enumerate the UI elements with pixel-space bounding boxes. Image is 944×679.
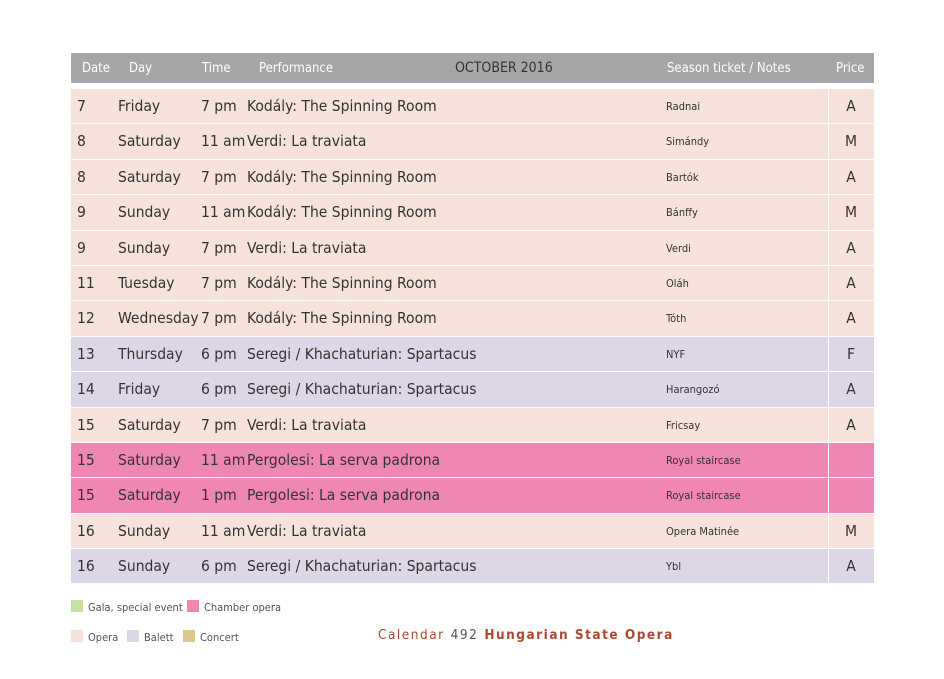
header-price: Price bbox=[836, 61, 865, 76]
cell-date: 15 bbox=[77, 486, 95, 505]
cell-day: Tuesday bbox=[118, 273, 175, 292]
table-row bbox=[71, 514, 874, 549]
cell-price: A bbox=[846, 415, 856, 434]
legend-chamber bbox=[187, 600, 281, 614]
cell-date: 16 bbox=[77, 521, 95, 540]
cell-performance: Verdi: La traviata bbox=[247, 521, 367, 540]
cell-note: Royal staircase bbox=[666, 453, 741, 467]
legend-concert-label: Concert bbox=[200, 631, 239, 644]
table-row bbox=[71, 160, 874, 195]
cell-note: Bánffy bbox=[666, 206, 698, 220]
cell-performance: Kodály: The Spinning Room bbox=[247, 97, 437, 115]
cell-performance: Seregi / Khachaturian: Spartacus bbox=[247, 557, 477, 576]
cell-note: Radnai bbox=[666, 100, 701, 113]
cell-time: 11 am bbox=[201, 521, 246, 540]
cell-price: M bbox=[844, 203, 858, 222]
header-month: OCTOBER 2016 bbox=[455, 60, 553, 76]
table-row bbox=[71, 478, 874, 513]
cell-day: Saturday bbox=[118, 132, 181, 151]
cell-date: 15 bbox=[77, 450, 95, 469]
cell-time: 7 pm bbox=[201, 97, 237, 115]
cell-day: Friday bbox=[118, 380, 161, 399]
legend-ballet-label: Balett bbox=[144, 631, 174, 644]
table-row bbox=[71, 266, 874, 301]
gala-swatch bbox=[71, 600, 83, 612]
footer-publisher: Hungarian State Opera bbox=[484, 627, 674, 643]
legend-concert bbox=[183, 630, 239, 644]
cell-time: 1 pm bbox=[201, 486, 237, 505]
cell-note: Ybl bbox=[666, 560, 682, 574]
table-row bbox=[71, 89, 874, 124]
cell-date: 7 bbox=[77, 97, 86, 115]
table-row bbox=[71, 408, 874, 443]
cell-day: Friday bbox=[118, 97, 161, 115]
cell-date: 12 bbox=[77, 309, 95, 328]
cell-performance: Verdi: La traviata bbox=[247, 132, 367, 151]
page-number: 492 bbox=[450, 627, 479, 643]
cell-day: Saturday bbox=[118, 486, 181, 505]
cell-day: Sunday bbox=[118, 521, 171, 540]
cell-date: 13 bbox=[77, 344, 95, 363]
cell-day: Saturday bbox=[118, 167, 181, 186]
legend-opera-label: Opera bbox=[88, 631, 119, 644]
opera-swatch bbox=[71, 630, 83, 642]
cell-performance: Seregi / Khachaturian: Spartacus bbox=[247, 380, 477, 399]
cell-date: 9 bbox=[77, 203, 86, 222]
cell-price: A bbox=[846, 97, 856, 115]
table-row bbox=[71, 124, 874, 159]
cell-time: 7 pm bbox=[201, 309, 237, 328]
cell-price: M bbox=[844, 521, 858, 540]
cell-price: A bbox=[846, 557, 856, 576]
cell-date: 15 bbox=[77, 415, 95, 434]
cell-time: 11 am bbox=[201, 132, 246, 151]
cell-performance: Verdi: La traviata bbox=[247, 415, 367, 434]
table-row bbox=[71, 337, 874, 372]
cell-day: Saturday bbox=[118, 450, 181, 469]
cell-date: 14 bbox=[77, 380, 95, 399]
cell-note: NYF bbox=[666, 347, 686, 361]
cell-price: A bbox=[846, 167, 856, 186]
table-row bbox=[71, 443, 874, 478]
cell-time: 7 pm bbox=[201, 273, 237, 292]
ballet-swatch bbox=[127, 630, 139, 642]
cell-day: Sunday bbox=[118, 557, 171, 576]
cell-date: 16 bbox=[77, 557, 95, 576]
legend-chamber-label: Chamber opera bbox=[204, 601, 282, 614]
cell-time: 6 pm bbox=[201, 380, 237, 399]
cell-price: A bbox=[846, 238, 856, 257]
legend-ballet bbox=[127, 630, 173, 644]
header-date: Date bbox=[82, 61, 110, 76]
legend-opera bbox=[71, 630, 118, 644]
cell-note: Verdi bbox=[666, 241, 691, 255]
cell-price: F bbox=[846, 344, 856, 363]
page-footer bbox=[378, 627, 674, 643]
cell-date: 9 bbox=[77, 238, 86, 257]
cell-day: Sunday bbox=[118, 238, 171, 257]
footer-section: Calendar bbox=[378, 627, 445, 643]
cell-time: 11 am bbox=[201, 203, 246, 222]
cell-date: 8 bbox=[77, 132, 86, 151]
table-header bbox=[71, 53, 874, 83]
cell-note: Oláh bbox=[666, 276, 689, 290]
legend-gala-label: Gala, special event bbox=[88, 601, 183, 614]
cell-note: Fricsay bbox=[666, 418, 701, 432]
cell-time: 7 pm bbox=[201, 415, 237, 434]
cell-note: Bartók bbox=[666, 170, 699, 184]
cell-performance: Pergolesi: La serva padrona bbox=[247, 450, 441, 469]
cell-day: Saturday bbox=[118, 415, 181, 434]
header-performance: Performance bbox=[259, 61, 334, 76]
legend-gala bbox=[71, 600, 183, 614]
header-notes: Season ticket / Notes bbox=[667, 61, 791, 76]
cell-time: 6 pm bbox=[201, 344, 237, 363]
cell-price: M bbox=[844, 132, 858, 151]
cell-note: Royal staircase bbox=[666, 489, 741, 503]
cell-performance: Kodály: The Spinning Room bbox=[247, 309, 437, 328]
header-day: Day bbox=[129, 61, 153, 76]
cell-day: Wednesday bbox=[118, 309, 199, 328]
table-row bbox=[71, 231, 874, 266]
cell-performance: Verdi: La traviata bbox=[247, 238, 367, 257]
cell-performance: Kodály: The Spinning Room bbox=[247, 203, 437, 222]
cell-day: Sunday bbox=[118, 203, 171, 222]
table-row bbox=[71, 301, 874, 336]
cell-price: A bbox=[846, 273, 856, 292]
cell-time: 6 pm bbox=[201, 557, 237, 576]
cell-time: 7 pm bbox=[201, 167, 237, 186]
table-row bbox=[71, 372, 874, 407]
cell-performance: Kodály: The Spinning Room bbox=[247, 273, 437, 292]
cell-performance: Pergolesi: La serva padrona bbox=[247, 486, 441, 505]
cell-note: Opera Matinée bbox=[666, 524, 740, 538]
cell-date: 11 bbox=[77, 273, 95, 292]
cell-note: Harangozó bbox=[666, 383, 720, 397]
cell-date: 8 bbox=[77, 167, 86, 186]
cell-price: A bbox=[846, 309, 856, 328]
table-row bbox=[71, 195, 874, 230]
cell-price: A bbox=[846, 380, 856, 399]
table-row bbox=[71, 549, 874, 584]
header-time: Time bbox=[202, 61, 231, 76]
cell-day: Thursday bbox=[118, 344, 183, 363]
schedule-table bbox=[71, 53, 874, 584]
cell-note: Simándy bbox=[666, 135, 710, 149]
chamber-swatch bbox=[187, 600, 199, 612]
cell-performance: Kodály: The Spinning Room bbox=[247, 167, 437, 186]
table-body bbox=[71, 89, 874, 584]
cell-time: 11 am bbox=[201, 450, 246, 469]
cell-note: Tóth bbox=[666, 312, 687, 326]
concert-swatch bbox=[183, 630, 195, 642]
cell-time: 7 pm bbox=[201, 238, 237, 257]
cell-performance: Seregi / Khachaturian: Spartacus bbox=[247, 344, 477, 363]
